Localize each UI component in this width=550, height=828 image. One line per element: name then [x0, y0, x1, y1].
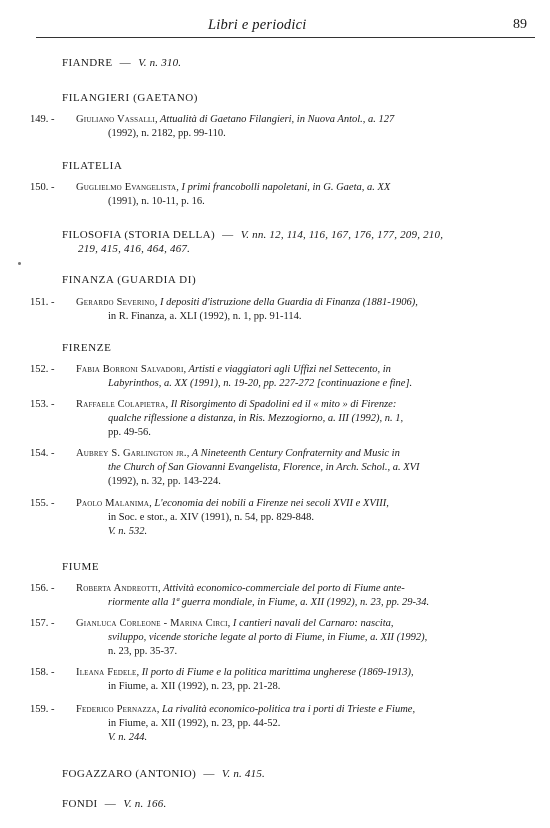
entry-text: , La rivalità economico-politica tra i porti di Trieste e Fiume,: [156, 704, 416, 715]
entry-text: the Church of San Giovanni Evangelista, Florence, in Arch. Schol., a. XVI: [108, 462, 420, 473]
cross-reference: V. n. 415.: [221, 768, 265, 780]
entry-text: , I primi francobolli napoletani, in G. Gaeta, a. XX: [176, 182, 391, 193]
entry-number: 153. -: [30, 399, 55, 410]
running-title: Libri e periodici: [208, 17, 307, 33]
cross-reference: V. n. 166.: [123, 798, 167, 810]
header-rule: [36, 37, 535, 38]
crossref-filosofia: [62, 228, 443, 242]
entry-number: 152. -: [30, 364, 55, 375]
entry-text: Labyrinthos, a. XX (1991), n. 19-20, pp. 227-272 [continuazione e fine].: [108, 378, 413, 389]
dash: —: [104, 798, 117, 810]
entry-author: Fabia Borroni Salvadori: [76, 364, 184, 375]
entry-author: Aubrey S. Garlington jr.: [76, 448, 187, 459]
entry-number: 157. -: [30, 618, 55, 629]
entry-text: in Soc. e stor., a. XIV (1991), n. 54, pp. 829-848.: [108, 512, 314, 523]
entry-author: Giuliano Vassalli: [76, 114, 155, 125]
entry-text: qualche riflessione a distanza, in Ris. Mezzogiorno, a. III (1992), n. 1,: [108, 413, 404, 424]
entry-text: , I depositi d'istruzione della Guardia di Finanza (1881-1906),: [154, 297, 418, 308]
speck: [18, 262, 21, 265]
entry-number: 156. -: [30, 583, 55, 594]
entry-text: , Attualità di Gaetano Filangieri, in Nuova Antol., a. 127: [154, 114, 395, 125]
entry-text: in Fiume, a. XII (1992), n. 23, pp. 21-28.: [108, 681, 281, 692]
entry-number: 159. -: [30, 704, 55, 715]
entry-number: 154. -: [30, 448, 55, 459]
entry-text: n. 23, pp. 35-37.: [108, 646, 178, 657]
entry-text: (1992), n. 32, pp. 143-224.: [108, 476, 221, 487]
running-header: [30, 18, 535, 38]
entry-number: 151. -: [30, 297, 55, 308]
entry-author: Paolo Malanima: [76, 498, 150, 509]
entry-number: 150. -: [30, 182, 55, 193]
subject-heading-firenze: FIRENZE: [62, 342, 112, 354]
entry-author: Ileana Fedele: [76, 667, 137, 678]
subject-heading-filatelia: FILATELIA: [62, 160, 123, 172]
dash: —: [119, 57, 132, 69]
entry-text: , Artisti e viaggiatori agli Uffizi nel Settecento, in: [183, 364, 391, 375]
dash: —: [203, 768, 215, 780]
entry-text: , Il Risorgimento di Spadolini ed il « mito » di Firenze:: [165, 399, 397, 410]
subject-heading-finanza: FINANZA (GUARDIA DI): [62, 274, 197, 286]
cross-reference: V. n. 532.: [108, 526, 148, 537]
cross-reference: 219, 415, 416, 464, 467.: [78, 243, 191, 255]
entry-text: , L'economia dei nobili a Firenze nei secoli XVII e XVIII,: [149, 498, 389, 509]
entry-text: (1992), n. 2182, pp. 99-110.: [108, 128, 226, 139]
subject-heading-fiume: FIUME: [62, 561, 100, 573]
entry-author: Gianluca Corleone - Marina Circi: [76, 618, 228, 629]
subject-heading: FILOSOFIA (STORIA DELLA): [62, 229, 216, 241]
cross-reference: V. n. 310.: [138, 57, 182, 69]
crossref-fogazzaro: [62, 767, 265, 781]
entry-author: Raffaele Colapietra: [76, 399, 166, 410]
entry-text: , Attività economico-commerciale del porto di Fiume ante-: [158, 583, 405, 594]
entry-text: sviluppo, vicende storiche legate al porto di Fiume, in Fiume, a. XII (1992),: [108, 632, 428, 643]
crossref-fondi: [62, 797, 166, 811]
subject-heading: FOGAZZARO (ANTONIO): [62, 768, 197, 780]
entry-text: , I cantieri navali del Carnaro: nascita,: [227, 618, 394, 629]
entry-text: , A Nineteenth Century Confraternity and Music in: [186, 448, 400, 459]
entry-text: pp. 49-56.: [108, 427, 151, 438]
entry-text: , Il porto di Fiume e la politica marittima ungherese (1869-1913),: [136, 667, 414, 678]
entry-author: Roberta Andreotti: [76, 583, 159, 594]
entry-number: 149. -: [30, 114, 55, 125]
page-number: 89: [513, 17, 527, 32]
subject-heading-filangieri: FILANGIERI (GAETANO): [62, 92, 199, 104]
entry-author: Federico Pernazza: [76, 704, 157, 715]
entry-text: riormente alla 1ª guerra mondiale, in Fiume, a. XII (1992), n. 23, pp. 29-34.: [108, 597, 430, 608]
crossref-filosofia-cont: [78, 242, 190, 256]
entry-author: Guglielmo Evangelista: [76, 182, 177, 193]
entry-number: 158. -: [30, 667, 55, 678]
dash: —: [222, 229, 234, 241]
subject-heading: FONDI: [62, 798, 98, 810]
entry-number: 155. -: [30, 498, 55, 509]
entry-author: Gerardo Severino: [76, 297, 155, 308]
cross-reference: V. n. 244.: [108, 732, 148, 743]
subject-heading: FIANDRE: [62, 57, 113, 69]
entry-text: in R. Finanza, a. XLI (1992), n. 1, pp. 91-114.: [108, 311, 302, 322]
crossref-fiandre: [62, 56, 181, 70]
entry-text: (1991), n. 10-11, p. 16.: [108, 196, 205, 207]
entry-text: in Fiume, a. XII (1992), n. 23, pp. 44-52.: [108, 718, 281, 729]
cross-reference: V. nn. 12, 114, 116, 167, 176, 177, 209, 210,: [240, 229, 444, 241]
